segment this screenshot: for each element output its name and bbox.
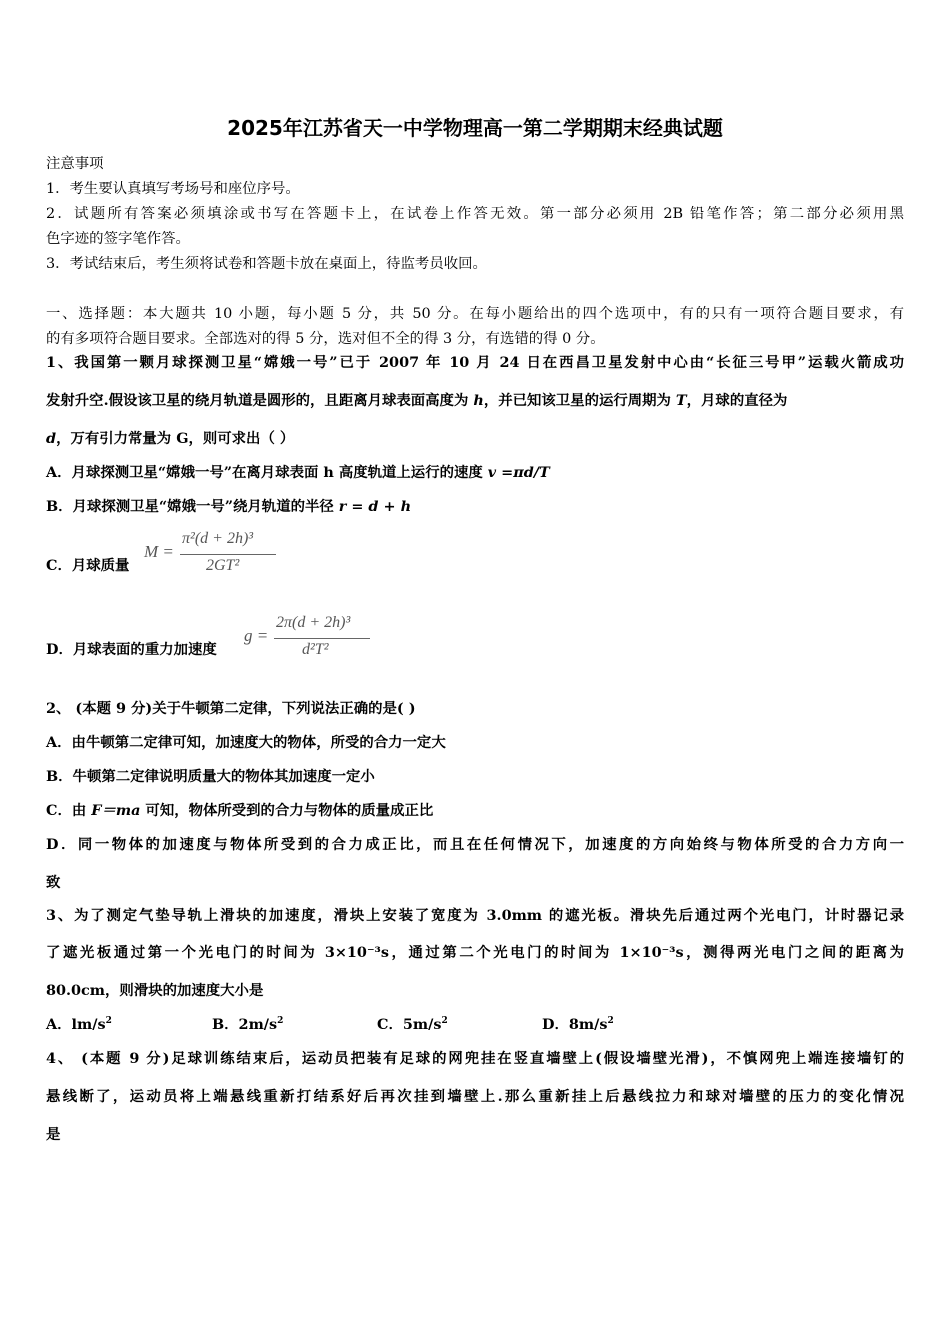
unit-exponent: 2 — [105, 1016, 112, 1026]
q4-stem-line2: 悬线断了，运动员将上端悬线重新打结系好后再次挂到墙壁上.那么重新挂上后悬线拉力和球对墙壁的压力的变化情况 — [46, 1088, 904, 1105]
q1-stem-line2 — [46, 389, 787, 410]
q2-option-d: D．同一物体的加速度与物体所受到的合力成正比，而且在任何情况下，加速度的方向始终与物体所受的合力方向一 — [46, 836, 904, 853]
notice-item-1: 1．考生要认真填写考场号和座位序号。 — [46, 181, 300, 197]
section-intro-cont: 的有多项符合题目要求。全部选对的得 5 分，选对但不全的得 3 分，有选错的得 0 分。 — [46, 331, 605, 347]
unit-exponent: 2 — [607, 1016, 614, 1026]
q3-stem-line1: 3、为了测定气垫导轨上滑块的加速度，滑块上安装了宽度为 3.0mm 的遮光板。滑块先后通过两个光电门，计时器记录 — [46, 907, 904, 924]
q1-text: ，月球的直径为 — [686, 392, 788, 409]
q1-option-c-label: C．月球质量 — [46, 557, 130, 574]
notice-item-2: 2．试题所有答案必须填涂或书写在答题卡上，在试卷上作答无效。第一部分必须用 2B 铅笔作答；第二部分必须用黑 — [46, 206, 904, 222]
q1-text: ，并已知该卫星的运行周期为 — [483, 392, 676, 409]
unit-exponent: 2 — [441, 1016, 448, 1026]
q1-stem-line3 — [46, 427, 294, 448]
q1-option-d-formula — [244, 610, 384, 666]
formula-denominator: 2GT² — [206, 557, 240, 574]
formula-numerator: 2π(d + 2h)³ — [276, 614, 351, 631]
formula-denominator: d²T² — [302, 641, 329, 658]
q2-option-c-text: 可知，物体所受到的合力与物体的质量成正比 — [140, 802, 434, 819]
q2-option-d-cont: 致 — [46, 874, 61, 891]
notice-item-3: 3．考试结束后，考生须将试卷和答题卡放在桌面上，待监考员收回。 — [46, 256, 487, 272]
q4-stem-line3: 是 — [46, 1126, 61, 1143]
q1-option-b-text: B．月球探测卫星“嫦娥一号”绕月轨道的半径 — [46, 498, 339, 515]
page-title: 2025年江苏省天一中学物理高一第二学期期末经典试题 — [227, 116, 723, 140]
q4-stem-line1: 4、 (本题 9 分)足球训练结束后，运动员把装有足球的网兜挂在竖直墙壁上(假设墙壁光滑)，不慎网兜上端连接墙钉的 — [46, 1050, 904, 1067]
q1-text: ，万有引力常量为 G，则可求出（ ） — [56, 430, 295, 447]
q2-option-b: B．牛顿第二定律说明质量大的物体其加速度一定小 — [46, 768, 375, 785]
q2-option-c-text: C．由 — [46, 802, 92, 819]
q1-var-h: h — [473, 392, 484, 409]
q1-option-a-text: A．月球探测卫星“嫦娥一号”在离月球表面 h 高度轨道上运行的速度 — [46, 464, 488, 481]
q2-stem: 2、 (本题 9 分)关于牛顿第二定律，下列说法正确的是( ) — [46, 700, 416, 717]
q3-stem-line3: 80.0cm，则滑块的加速度大小是 — [46, 982, 264, 999]
q3-option-b-text: B．2m/s — [212, 1016, 278, 1033]
q3-option-a — [46, 1013, 112, 1034]
q1-option-b-formula: r = d + h — [338, 498, 412, 515]
q3-option-d-text: D．8m/s — [542, 1016, 608, 1033]
q1-stem-line1: 1、我国第一颗月球探测卫星“嫦娥一号”已于 2007 年 10 月 24 日在西昌卫星发射中心由“长征三号甲”运载火箭成功 — [46, 354, 904, 371]
q3-option-d — [542, 1013, 614, 1034]
q1-option-a-formula: v =πd/T — [487, 464, 550, 481]
q3-stem-line2: 了遮光板通过第一个光电门的时间为 3×10⁻³s，通过第二个光电门的时间为 1×10⁻³s，测得两光电门之间的距离为 — [46, 944, 904, 961]
q1-var-d: d — [46, 430, 57, 447]
notice-heading: 注意事项 — [46, 156, 104, 172]
q1-option-c-formula — [144, 526, 284, 582]
formula-lhs: M = — [144, 542, 174, 561]
formula-numerator: π²(d + 2h)³ — [182, 530, 254, 547]
q2-option-a: A．由牛顿第二定律可知，加速度大的物体，所受的合力一定大 — [46, 734, 446, 751]
q3-option-c — [377, 1013, 448, 1034]
q3-option-c-text: C．5m/s — [377, 1016, 442, 1033]
section-intro: 一、选择题：本大题共 10 小题，每小题 5 分，共 50 分。在每小题给出的四个选项中，有的只有一项符合题目要求，有 — [46, 306, 904, 322]
q1-option-b — [46, 495, 411, 516]
q1-text: 发射升空.假设该卫星的绕月轨道是圆形的，且距离月球表面高度为 — [46, 392, 474, 409]
q1-option-d-label: D．月球表面的重力加速度 — [46, 641, 217, 658]
q2-option-c — [46, 799, 433, 820]
q2-option-c-formula: F＝ma — [91, 802, 141, 819]
unit-exponent: 2 — [277, 1016, 284, 1026]
q1-option-a — [46, 461, 550, 482]
notice-item-2-cont: 色字迹的签字笔作答。 — [46, 231, 190, 247]
fraction-bar — [274, 638, 370, 639]
q3-option-b — [212, 1013, 283, 1034]
fraction-bar — [180, 554, 276, 555]
q1-var-T: T — [675, 392, 687, 409]
q3-option-a-text: A．lm/s — [46, 1016, 106, 1033]
formula-lhs: g = — [244, 626, 269, 645]
